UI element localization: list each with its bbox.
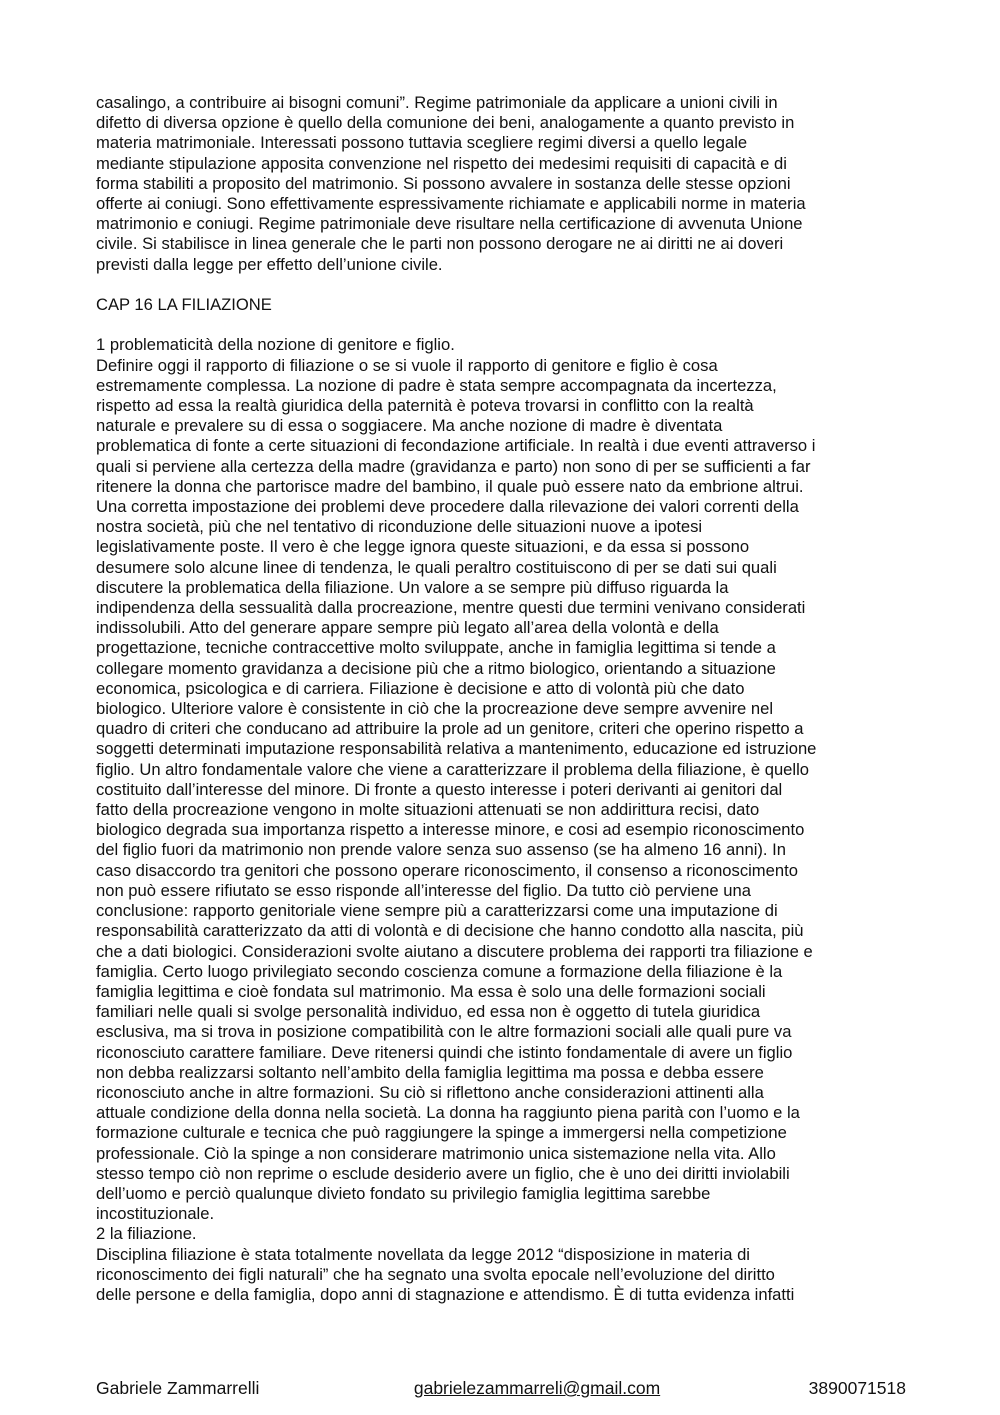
text-line: previsti dalla legge per effetto dell’unione civile. (96, 254, 443, 274)
paragraph-gap (96, 275, 911, 295)
document-page (96, 93, 911, 1305)
text-line: incostituzionale. (96, 1204, 215, 1224)
text-line: nostra società, più che nel tentativo di riconduzione delle situazioni nuove a ipotesi (96, 517, 703, 537)
paragraph-gap (96, 315, 911, 335)
chapter-heading: CAP 16 LA FILIAZIONE (96, 295, 272, 315)
text-line: problematica di fonte a certe situazioni di fecondazione artificiale. In realtà i due eventi attraverso i (96, 436, 816, 456)
footer-email-link[interactable]: gabrielezammarreli@gmail.com (413, 1378, 661, 1398)
text-line: soggetti determinati imputazione responsabilità relativa a mantenimento, educazione ed istruzione (96, 739, 817, 759)
text-line: civile. Si stabilisce in linea generale che le parti non possono derogare ne ai diritti ne ai doveri (96, 234, 784, 254)
footer-phone: 3890071518 (808, 1378, 906, 1398)
text-line: rispetto ad essa la realtà giuridica della paternità è poteva trovarsi in conflitto con la realtà (96, 396, 754, 416)
text-line: professionale. Ciò la spinge a non considerare matrimonio unica sistemazione nella vita. Allo (96, 1143, 776, 1163)
text-line: figlio. Un altro fondamentale valore che viene a caratterizzare il problema della filiazione, è quello (96, 759, 810, 779)
text-line: esclusiva, ma si trova in posizione compatibilità con le altre formazioni sociali alle quali pure va (96, 1022, 792, 1042)
text-line: attuale condizione della donna nella società. La donna ha raggiunto piena parità con l’uomo e la (96, 1103, 800, 1123)
text-line: dell’uomo e perciò qualunque divieto fondato su privilegio famiglia legittima sarebbe (96, 1183, 711, 1203)
text-line: riconosciuto anche in altre formazioni. Su ciò si riflettono anche considerazioni attinenti alla (96, 1082, 764, 1102)
text-line: biologico degrada sua importanza rispetto a interesse minore, e cosi ad esempio riconoscimento (96, 820, 805, 840)
text-line: progettazione, tecniche contraccettive molto sviluppate, anche in famiglia legittima si tende a (96, 638, 776, 658)
text-line: caso disaccordo tra genitori che possono operare riconoscimento, il consenso a riconoscimento (96, 860, 798, 880)
text-line: ritenere la donna che partorisce madre del bambino, il quale può essere nato da embrione altrui. (96, 476, 804, 496)
text-line: stesso tempo ciò non reprime o esclude desiderio avere un figlio, che è uno dei diritti inviolabili (96, 1163, 790, 1183)
footer-author: Gabriele Zammarrelli (96, 1378, 260, 1398)
text-line: delle persone e della famiglia, dopo anni di stagnazione e attendismo. È di tutta evidenza infatti (96, 1284, 795, 1304)
section-2-heading: 2 la filiazione. (96, 1224, 197, 1244)
text-line: desumere solo alcune linee di tendenza, le quali peraltro costituiscono di per se dati sui quali (96, 557, 777, 577)
text-line: Disciplina filiazione è stata totalmente novellata da legge 2012 “disposizione in materia di (96, 1244, 750, 1264)
text-line: indipendenza della sessualità dalla procreazione, mentre questi due termini venivano considerati (96, 598, 806, 618)
page-footer (96, 1378, 906, 1402)
text-line: formazione culturale e tecnica che può raggiungere la spinge a immergersi nella competizione (96, 1123, 787, 1143)
text-line: non può essere rifiutato se esso risponde all’interesse del figlio. Da tutto ciò perviene una (96, 880, 751, 900)
text-line: familiari nelle quali si svolge personalità individuo, ed essa non è oggetto di tutela giuridica (96, 1002, 761, 1022)
text-line: mediante stipulazione apposita convenzione nel rispetto dei medesimi requisiti di capacità e di (96, 153, 787, 173)
text-line: costituito dall’interesse del minore. Di fronte a questo interesse i poteri derivanti ai genitori dal (96, 779, 783, 799)
text-line: riconoscimento dei figli naturali” che ha segnato una svolta epocale nell’evoluzione del diritto (96, 1264, 775, 1284)
text-line: quali si perviene alla certezza della madre (gravidanza e parto) non sono di per se sufficienti a far (96, 456, 811, 476)
text-line: matrimonio e coniugi. Regime patrimoniale deve risultare nella certificazione di avvenuta Unione (96, 214, 803, 234)
text-line: famiglia legittima e cioè fondata sul matrimonio. Ma essa è solo una delle formazioni sociali (96, 981, 766, 1001)
text-line: fatto della procreazione vengono in molte situazioni attenuati se non addirittura recisi, dato (96, 800, 760, 820)
text-line: difetto di diversa opzione è quello della comunione dei beni, analogamente a quanto previsto in (96, 113, 795, 133)
text-line: biologico. Ulteriore valore è consistente in ciò che la procreazione deve sempre avvenire nel (96, 699, 774, 719)
section-2-body (96, 1245, 911, 1306)
text-line: legislativamente poste. Il vero è che legge ignora queste situazioni, e da essa si possono (96, 537, 750, 557)
text-line: famiglia. Certo luogo privilegiato secondo coscienza comune a formazione della filiazione è la (96, 961, 783, 981)
section-1-heading: 1 problematicità della nozione di genitore e figlio. (96, 335, 455, 355)
text-line: del figlio fuori da matrimonio non prende valore senza suo assenso (se ha almeno 16 anni). In (96, 840, 786, 860)
text-line: forma stabiliti a proposito del matrimonio. Si possono avvalere in sostanza delle stesse opzioni (96, 173, 791, 193)
text-line: discutere la problematica della filiazione. Un valore a se sempre più diffuso riguarda la (96, 577, 729, 597)
text-line: offerte ai coniugi. Sono effettivamente espressivamente richiamate e applicabili norme in materia (96, 194, 806, 214)
text-line: responsabilità caratterizzato da atti di volontà e di decisione che hanno condotto alla nascita, più (96, 921, 804, 941)
text-line: Definire oggi il rapporto di filiazione o se si vuole il rapporto di genitore e figlio è cosa (96, 355, 718, 375)
text-line: economica, psicologica e di carriera. Filiazione è decisione e atto di volontà più che dato (96, 678, 745, 698)
text-line: conclusione: rapporto genitoriale viene sempre più a caratterizzarsi come una imputazione di (96, 901, 778, 921)
text-line: non debba realizzarsi soltanto nell’ambito della famiglia legittima ma possa e debba essere (96, 1062, 764, 1082)
text-line: quadro di criteri che conducano ad attribuire la prole ad un genitore, criteri che operino rispetto a (96, 719, 804, 739)
text-line: che a dati biologici. Considerazioni svolte aiutano a discutere problema dei rapporti tra filiazione e (96, 941, 813, 961)
intro-paragraph (96, 93, 911, 275)
text-line: naturale e prevalere su di essa o soggiacere. Ma anche nozione di madre è diventata (96, 416, 723, 436)
text-line: indissolubili. Atto del generare appare sempre più legato all’area della volontà e della (96, 618, 719, 638)
text-line: collegare momento gravidanza a decisione più che a ritmo biologico, orientando a situazione (96, 658, 776, 678)
section-1-body (96, 356, 911, 1225)
text-line: materia matrimoniale. Interessati possono tuttavia scegliere regimi diversi a quello legale (96, 133, 748, 153)
text-line: riconosciuto carattere familiare. Deve ritenersi quindi che istinto fondamentale di avere un figlio (96, 1042, 793, 1062)
text-line: Una corretta impostazione dei problemi deve procedere dalla rilevazione dei valori correnti della (96, 497, 799, 517)
text-line: estremamente complessa. La nozione di padre è stata sempre accompagnata da incertezza, (96, 375, 777, 395)
text-line: casalingo, a contribuire ai bisogni comuni”. Regime patrimoniale da applicare a unioni civili in (96, 93, 778, 112)
